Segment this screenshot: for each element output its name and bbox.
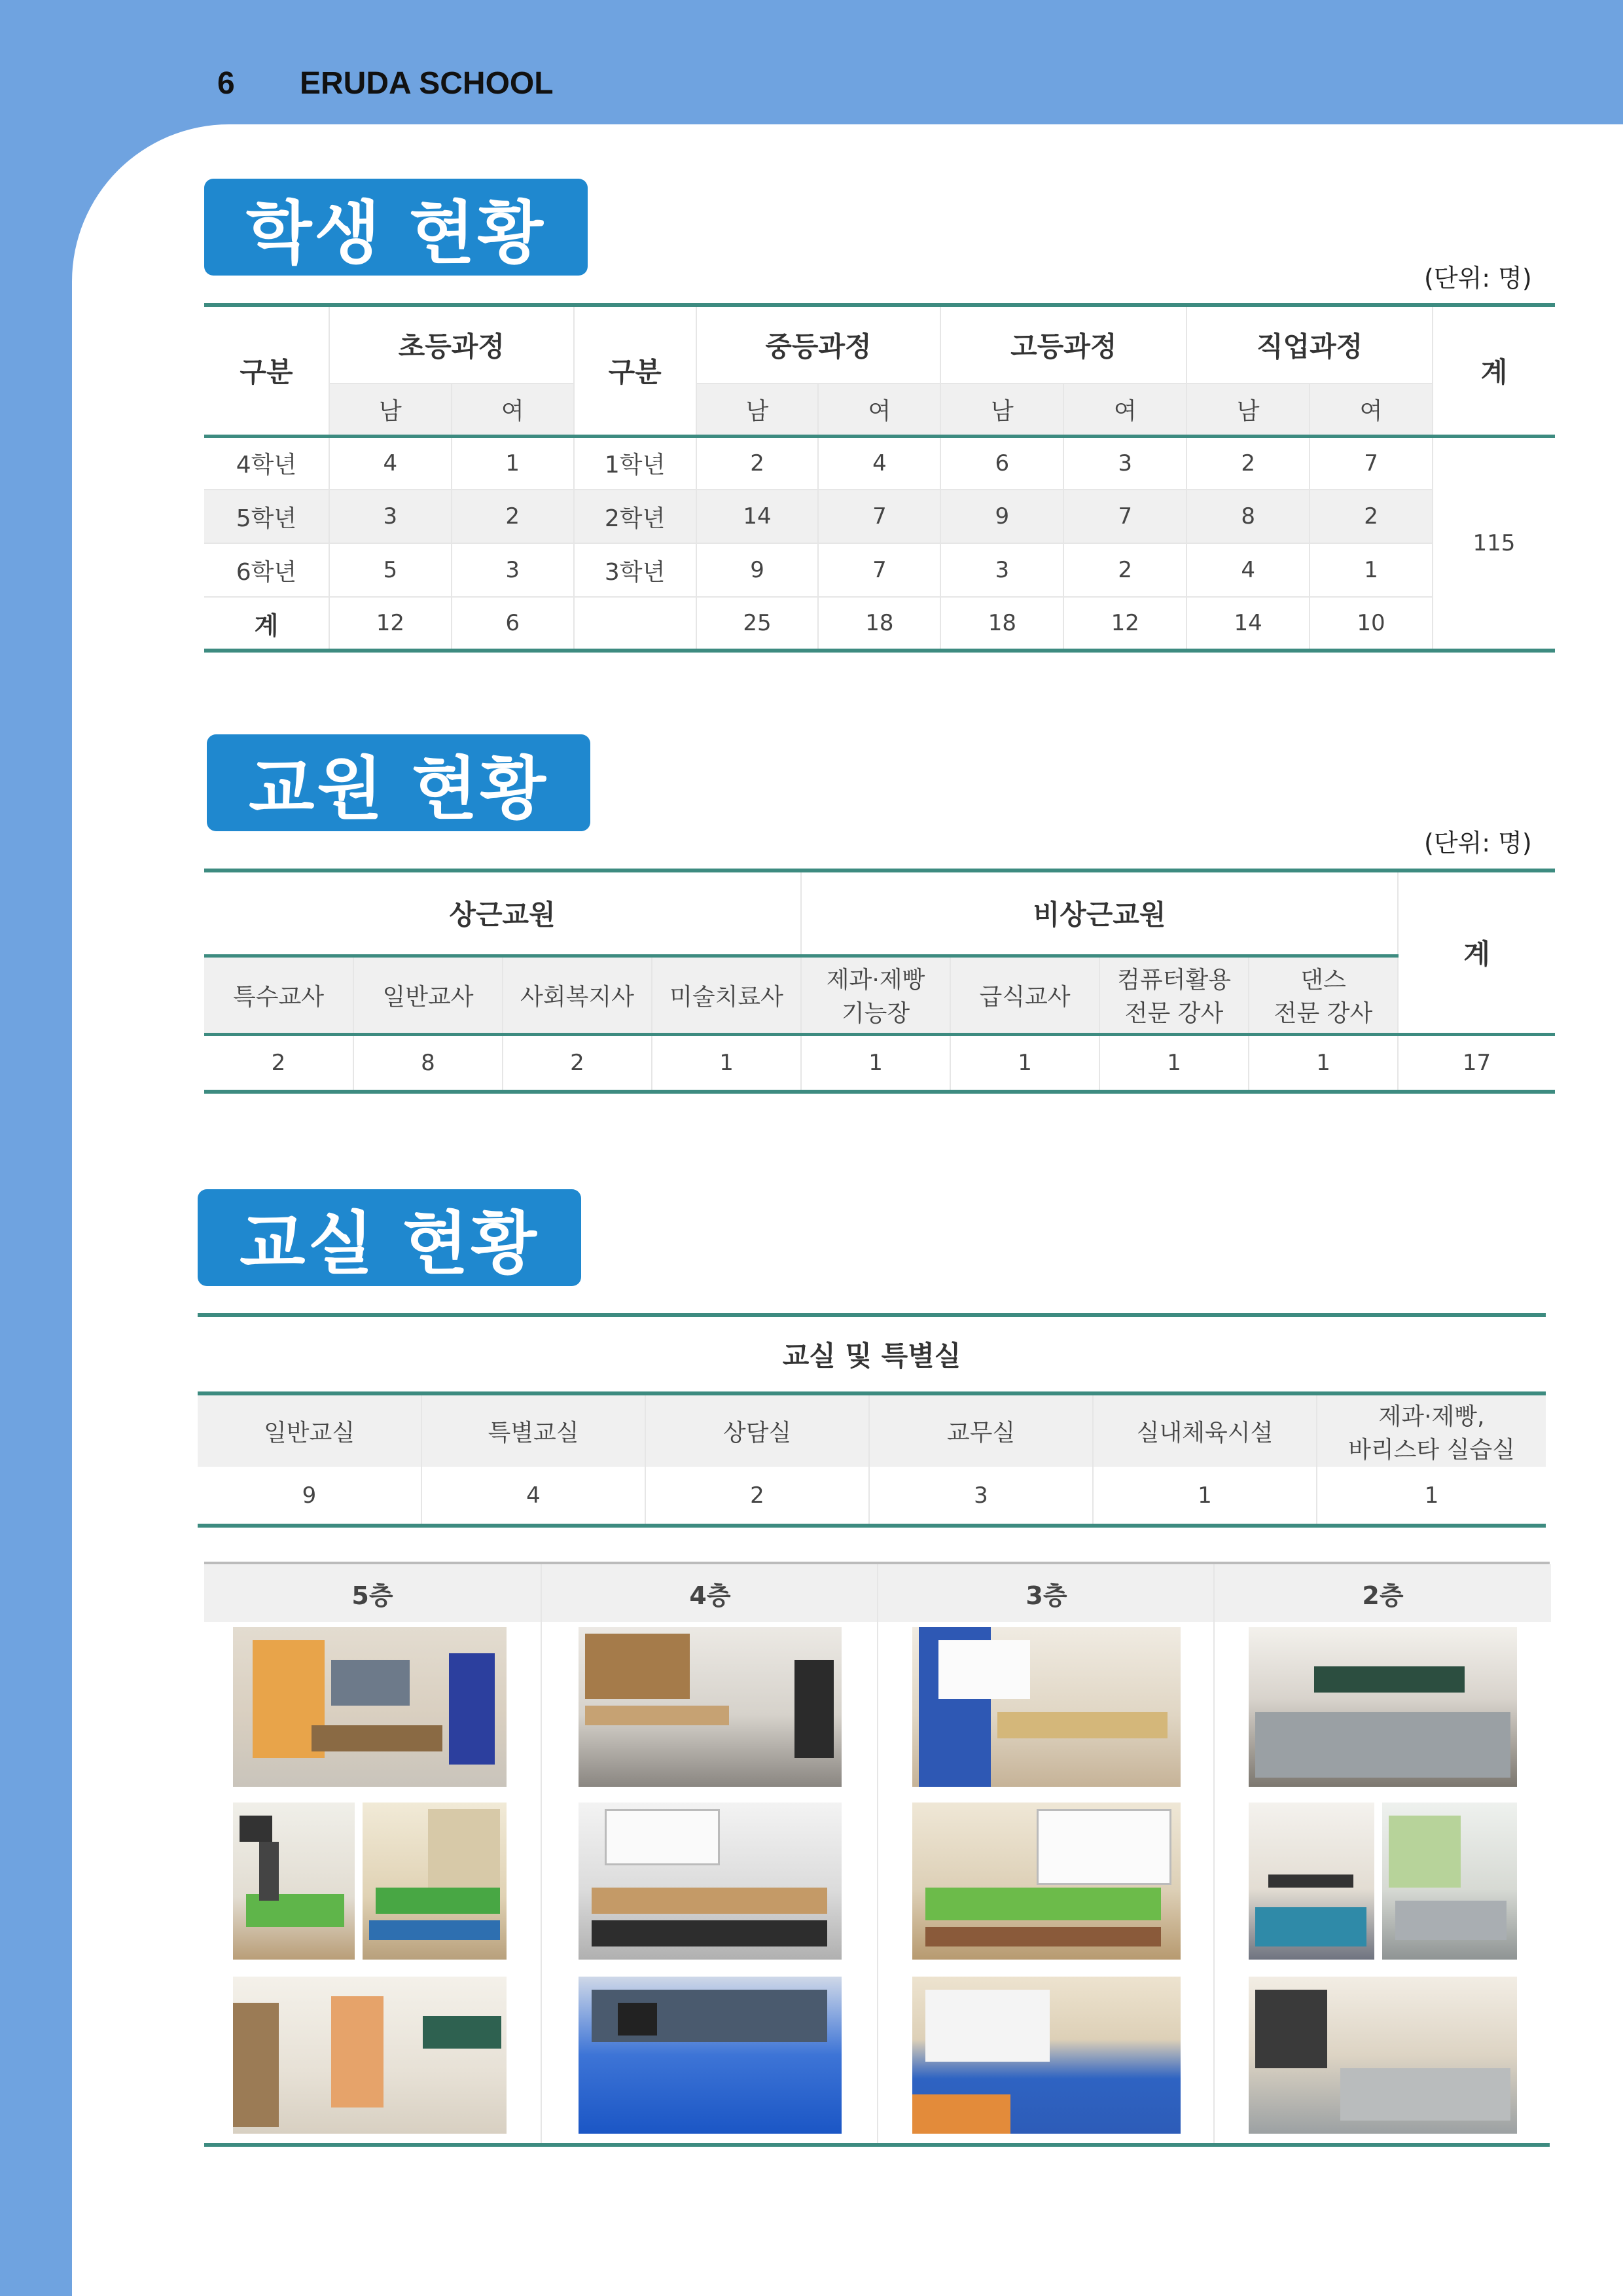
table-row [204,1034,1555,1092]
grade-cell: 4학년 [204,436,329,490]
value-cell: 7 [1063,490,1186,543]
room-header: 상담실 [645,1393,869,1467]
classroom-photo [233,1627,507,1787]
male-header: 남 [696,384,819,436]
value-cell: 12 [1063,597,1186,651]
role-header: 급식교사 [950,956,1099,1034]
floor-label: 4층 [542,1564,878,1622]
female-header: 여 [1310,384,1433,436]
female-header: 여 [1063,384,1186,436]
role-header: 사회복지사 [503,956,652,1034]
classroom-photo [579,1627,842,1787]
value-cell: 4 [1186,543,1310,597]
male-header: 남 [940,384,1063,436]
parttime-header: 비상근교원 [801,870,1398,956]
classroom-photo [912,1627,1181,1787]
value-cell: 2 [1310,490,1433,543]
value-cell: 3 [869,1467,1093,1526]
gubun-header: 구분 [204,305,329,436]
value-cell: 10 [1310,597,1433,651]
value-cell: 3 [452,543,574,597]
table-row [204,490,1555,543]
classroom-photo [233,1977,507,2134]
classroom-photo [912,1977,1181,2134]
value-cell: 18 [940,597,1063,651]
high-header: 고등과정 [940,305,1186,384]
table-row [198,1467,1546,1526]
value-cell: 12 [329,597,452,651]
grade-cell: 1학년 [574,436,696,490]
male-header: 남 [1186,384,1310,436]
teachers-total-header: 계 [1398,870,1555,1034]
value-cell: 7 [818,490,940,543]
room-header: 제과·제빵, 바리스타 실습실 [1317,1393,1546,1467]
classroom-photo [233,1803,355,1960]
room-header: 실내체육시설 [1093,1393,1317,1467]
value-cell: 6 [452,597,574,651]
value-cell: 14 [1186,597,1310,651]
value-cell: 3 [940,543,1063,597]
floor-column [877,1564,1215,2143]
classroom-photo [1249,1977,1517,2134]
sum-row [204,597,1555,651]
value-cell: 18 [818,597,940,651]
value-cell: 1 [1249,1034,1398,1092]
grade-cell: 3학년 [574,543,696,597]
value-cell: 9 [940,490,1063,543]
floor-label: 2층 [1215,1564,1551,1622]
room-header: 일반교실 [263,1420,355,1446]
value-cell: 8 [1186,490,1310,543]
classroom-photo [579,1803,842,1960]
students-table [204,303,1555,653]
value-cell: 3 [329,490,452,543]
floor-column [541,1564,878,2143]
floor-column [1213,1564,1551,2143]
value-cell: 4 [329,436,452,490]
fulltime-header: 상근교원 [204,870,801,956]
value-cell: 7 [1310,436,1433,490]
value-cell: 2 [645,1467,869,1526]
value-cell: 9 [696,543,819,597]
value-cell: 9 [302,1482,317,1509]
floor-column [204,1564,541,2143]
empty-cell [574,597,696,651]
value-cell: 5 [329,543,452,597]
value-cell: 1 [950,1034,1099,1092]
value-cell: 1 [1310,543,1433,597]
male-header: 남 [329,384,452,436]
female-header: 여 [452,384,574,436]
table-row [204,436,1555,490]
value-cell: 2 [1186,436,1310,490]
students-heading: 학생 현황 [204,179,588,276]
value-cell: 25 [696,597,819,651]
value-cell: 3 [1063,436,1186,490]
value-cell: 2 [452,490,574,543]
classrooms-heading: 교실 현황 [198,1189,581,1286]
room-header: 교무실 [869,1393,1093,1467]
value-cell: 2 [503,1034,652,1092]
value-cell: 6 [940,436,1063,490]
gubun-header-2: 구분 [574,305,696,436]
value-cell: 14 [696,490,819,543]
middle-header: 중등과정 [696,305,941,384]
classroom-photo [1249,1627,1517,1787]
floor-label: 5층 [204,1564,541,1622]
female-header: 여 [818,384,940,436]
value-cell: 2 [271,1049,286,1076]
page-number: 6 [217,66,235,101]
classrooms-table [198,1313,1546,1528]
grand-total-cell: 115 [1433,436,1555,651]
classroom-photo [1249,1803,1374,1960]
grade-cell: 6학년 [204,543,329,597]
role-header: 댄스 전문 강사 [1249,956,1398,1034]
classrooms-caption: 교실 및 특별실 [198,1315,1546,1393]
table-row [204,543,1555,597]
value-cell: 1 [452,436,574,490]
value-cell: 4 [421,1467,645,1526]
school-name: ERUDA SCHOOL [300,66,554,101]
teachers-unit: (단위: 명) [1424,829,1532,857]
floor-label: 3층 [878,1564,1215,1622]
teachers-table [204,869,1555,1094]
role-header: 특수교사 [204,956,353,1034]
top-banner [0,0,1623,124]
students-unit: (단위: 명) [1424,264,1532,293]
role-header: 미술치료사 [652,956,801,1034]
teachers-total-cell: 17 [1398,1034,1555,1092]
value-cell: 2 [696,436,819,490]
role-header: 일반교사 [353,956,503,1034]
value-cell: 4 [818,436,940,490]
room-header: 특별교실 [421,1393,645,1467]
value-cell: 2 [1063,543,1186,597]
value-cell: 1 [1093,1467,1317,1526]
classroom-photo [363,1803,507,1960]
value-cell: 1 [652,1034,801,1092]
sum-label: 계 [254,611,279,640]
classroom-photo [579,1977,842,2134]
value-cell: 1 [1099,1034,1249,1092]
role-header: 컴퓨터활용 전문 강사 [1099,956,1249,1034]
floor-photos [204,1562,1550,2147]
elementary-header: 초등과정 [329,305,574,384]
vocational-header: 직업과정 [1186,305,1433,384]
classroom-photo [1382,1803,1517,1960]
grade-cell: 5학년 [204,490,329,543]
teachers-heading: 교원 현황 [207,734,590,831]
role-header: 제과·제빵 기능장 [801,956,950,1034]
value-cell: 1 [1317,1467,1546,1526]
value-cell: 1 [801,1034,950,1092]
value-cell: 7 [818,543,940,597]
value-cell: 8 [353,1034,503,1092]
grade-cell: 2학년 [574,490,696,543]
total-header: 계 [1433,305,1555,436]
classroom-photo [912,1803,1181,1960]
